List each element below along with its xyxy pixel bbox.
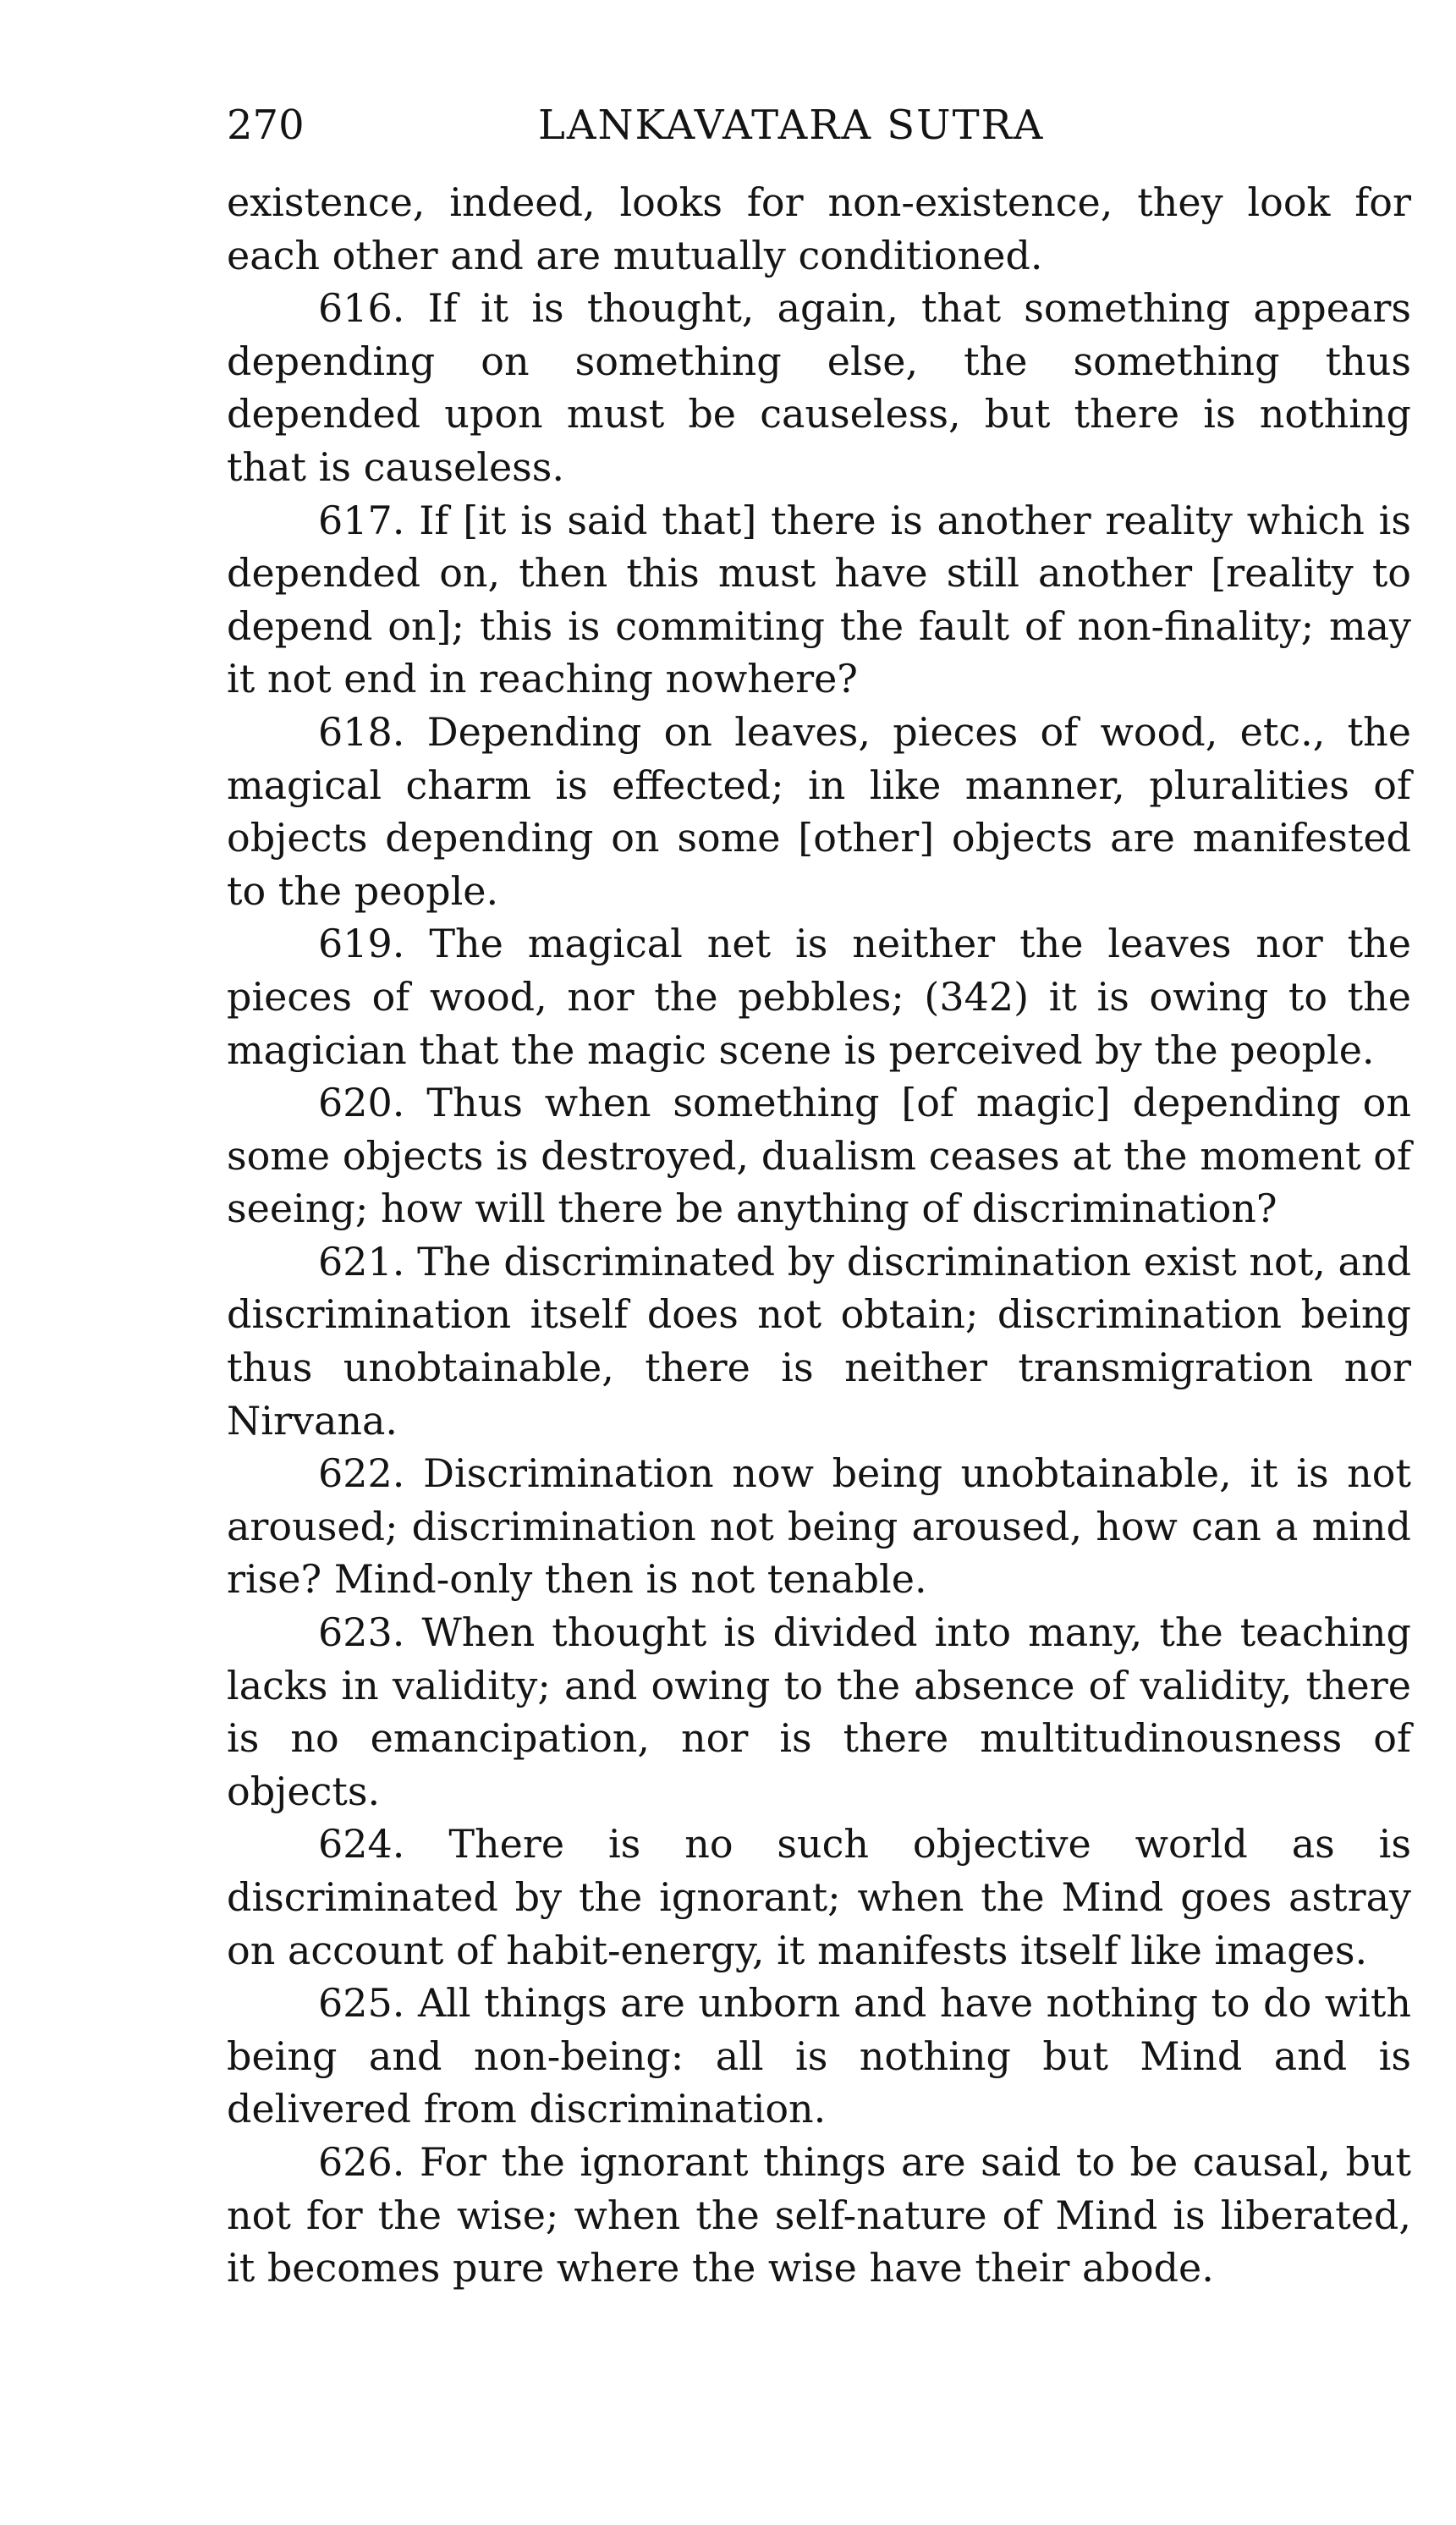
verse-number: 619.: [318, 921, 405, 967]
verse-number: 625.: [318, 1980, 405, 2027]
paragraph-text: There is no such objective world as is discriminated by the ignorant; when the Mind goes astray on account of habit-energy, it manifests itself like images.: [227, 1821, 1412, 1973]
body-text: [227, 176, 1411, 2295]
verse-paragraph: [227, 2136, 1411, 2295]
paragraph-text: When thought is divided into many, the teaching lacks in validity; and owing to the absence of validity, there is no emancipation, nor is there multitudinousness of objects.: [227, 1609, 1411, 1814]
verse-number: 620.: [318, 1080, 405, 1126]
verse-paragraph: [227, 1977, 1411, 2136]
verse-paragraph: [227, 917, 1411, 1076]
verse-paragraph: [227, 1447, 1411, 1606]
verse-number: 618.: [318, 708, 405, 755]
verse-number: 626.: [318, 2138, 405, 2185]
verse-number: 617.: [318, 497, 405, 543]
paragraph-text: If [it is said that] there is another reality which is depended on, then this must have still another [reality to depend on]; this is commiting the fault of non-finality; may it not end in reaching nowhere?: [227, 497, 1412, 702]
verse-paragraph: [227, 494, 1411, 706]
verse-number: 622.: [318, 1450, 405, 1497]
verse-paragraph: [227, 706, 1411, 917]
verse-number: 624.: [318, 1821, 405, 1868]
verse-paragraph: [227, 1606, 1411, 1818]
verse-paragraph: [227, 1818, 1411, 1977]
paragraph-text: The discriminated by discrimination exist not, and discrimination itself does not obtain; discrimination being thus unobtainable, there is neither transmigration nor Nirvana.: [227, 1238, 1412, 1444]
page-number: 270: [227, 102, 305, 149]
paragraph-continuation: [227, 176, 1411, 282]
verse-number: 616.: [318, 285, 405, 332]
paragraph-text: For the ignorant things are said to be causal, but not for the wise; when the self-nature of Mind is liberated, it becomes pure where the wise have their abode.: [227, 2138, 1412, 2291]
paragraph-text: Thus when something [of magic] depending on some objects is destroyed, dualism ceases at the moment of seeing; how will there be anything of discrimination?: [227, 1080, 1411, 1232]
verse-paragraph: [227, 282, 1411, 493]
verse-number: 623.: [318, 1609, 405, 1656]
page-header: [227, 100, 1411, 176]
paragraph-text: existence, indeed, looks for non-existence, they look for each other and are mutually conditioned.: [227, 179, 1411, 278]
paragraph-text: Depending on leaves, pieces of wood, etc., the magical charm is effected; in like manner, pluralities of objects depending on some [other] objects are manifested to the people.: [227, 708, 1411, 914]
verse-paragraph: [227, 1076, 1411, 1235]
paragraph-text: The magical net is neither the leaves nor the pieces of wood, nor the pebbles; (342) it is owing to the magician that the magic scene is perceived by the people.: [227, 921, 1411, 1073]
verse-paragraph: [227, 1235, 1411, 1447]
running-title: LANKAVATARA SUTRA: [538, 102, 1045, 149]
paragraph-text: If it is thought, again, that something appears depending on something else, the something thus depended upon must be causeless, but there is nothing that is causeless.: [227, 285, 1411, 490]
verse-number: 621.: [318, 1238, 405, 1285]
paragraph-text: All things are unborn and have nothing to do with being and non-being: all is nothing but Mind and is delivered from discrimination.: [227, 1980, 1411, 2132]
book-page: [227, 100, 1411, 2295]
paragraph-text: Discrimination now being unobtainable, it is not aroused; discrimination not being aroused, how can a mind rise? Mind-only then is not tenable.: [227, 1450, 1411, 1603]
